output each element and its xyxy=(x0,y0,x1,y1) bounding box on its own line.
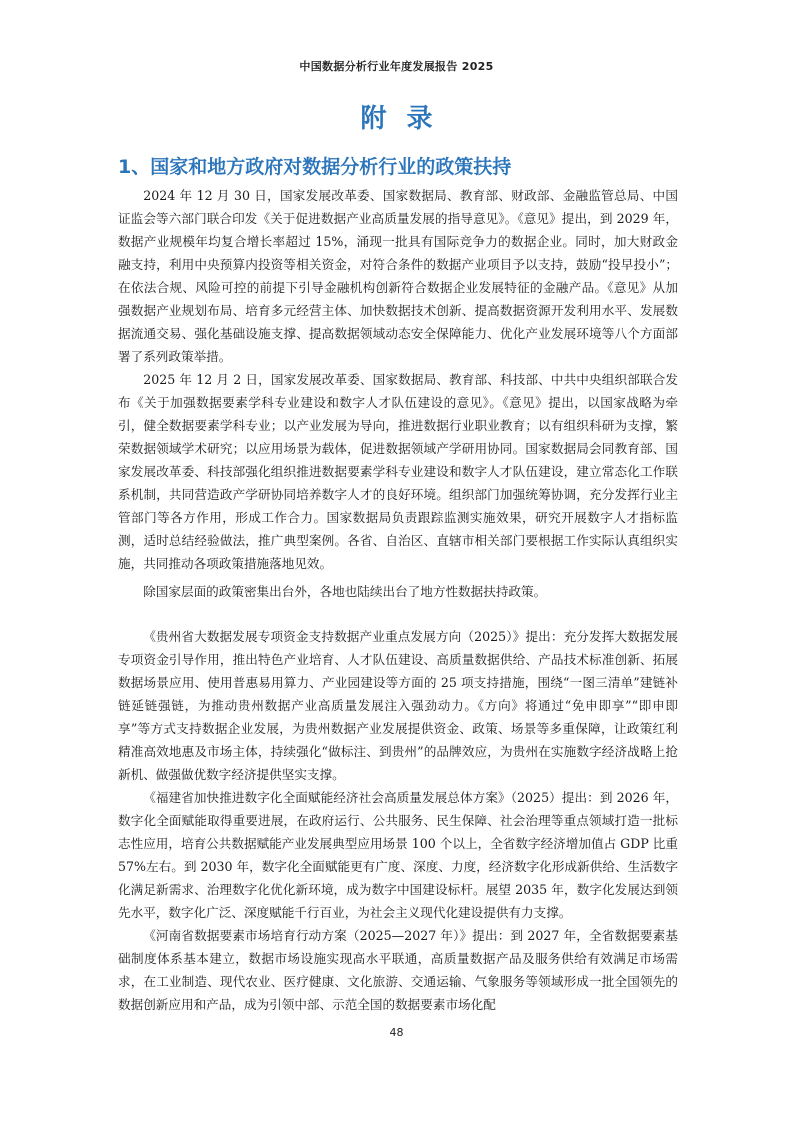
section-heading: 1、国家和地方政府对数据分析行业的政策扶持 xyxy=(118,156,512,178)
body-block-local xyxy=(118,625,678,1016)
paragraph-henan: 《河南省数据要素市场培育行动方案（2025—2027 年）》提出：到 2027 年，全省数据要素基础制度体系基本建立，数据市场设施实现高水平联通，高质量数据产品及服务供给有效满足市场需求，在工业制造、现代农业、医疗健康、文化旅游、交通运输、气象服务等领域形成一批全国领先的数据创新应用和产品，成为引领中部、示范全国的数据要素市场化配 xyxy=(118,928,678,1012)
appendix-title: 附录 xyxy=(360,104,453,134)
paragraph-local-intro: 除国家层面的政策密集出台外，各地也陆续出台了地方性数据扶持政策。 xyxy=(143,584,547,599)
paragraph-fujian: 《福建省加快推进数字化全面赋能经济社会高质量发展总体方案》（2025）提出：到 2026 年，数字化全面赋能取得重要进展，在政府运行、公共服务、民生保障、社会治理等重点领域打造一批标志性应用，培育公共数据赋能产业发展典型应用场景 100 个以上，全省数字经济增加值占 GDP 比重 57%左右。到 2030 年，数字化全面赋能更有广度、深度、力度，经济数字化形成新供给、生活数字化满足新需求、治理数字化优化新环境，成为数字中国建设标杆。展望 2035 年，数字化发展达到领先水平，数字化广泛、深度赋能千行百业，为社会主义现代化建设提供有力支撑。 xyxy=(118,790,678,920)
page-number: 48 xyxy=(389,1026,404,1039)
body-block-transition xyxy=(118,580,678,603)
paragraph-guizhou: 《贵州省大数据发展专项资金支持数据产业重点发展方向（2025）》提出：充分发挥大数据发展专项资金引导作用，推出特色产业培育、人才队伍建设、高质量数据供给、产品技术标准创新、拓展数据场景应用、使用普惠易用算力、产业园建设等方面的 25 项支持措施，围绕“一图三清单”建链补链延链强链，为推动贵州数据产业高质量发展注入强劲动力。《方向》将通过“免申即享”“即申即享”等方式支持数据企业发展，为贵州数据产业发展提供资金、政策、场景等多重保障，让政策红利精准高效地惠及市场主体，持续强化“做标注、到贵州”的品牌效应，为贵州在实施数字经济战略上抢新机、做强做优数字经济提供坚实支撑。 xyxy=(118,629,678,782)
running-header: 中国数据分析行业年度发展报告 2025 xyxy=(299,60,494,73)
paragraph-2024-guidance: 2024 年 12 月 30 日，国家发展改革委、国家数据局、教育部、财政部、金融监管总局、中国证监会等六部门联合印发《关于促进数据产业高质量发展的指导意见》。《意见》提出，到 2029 年，数据产业规模年均复合增长率超过 15%，涌现一批具有国际竞争力的数据企业。同时，加大财政金融支持，利用中央预算内投资等相关资金，对符合条件的数据产业项目予以支持，鼓励“投早投小”；在依法合规、风险可控的前提下引导金融机构创新符合数据企业发展特征的金融产品。《意见》从加强数据产业规划布局、培育多元经营主体、加快数据技术创新、提高数据资源开发利用水平、发展数据流通交易、强化基础设施支撑、提高数据领域动态安全保障能力、优化产业发展环境等八个方面部署了系列政策举措。 xyxy=(118,188,678,364)
body-block-national xyxy=(118,184,678,575)
paragraph-2025-talent: 2025 年 12 月 2 日，国家发展改革委、国家数据局、教育部、科技部、中共中央组织部联合发布《关于加强数据要素学科专业建设和数字人才队伍建设的意见》。《意见》提出，以国家战略为牵引，健全数据要素学科专业；以产业发展为导向，推进数据行业职业教育；以有组织科研为支撑，繁荣数据领域学术研究；以应用场景为载体，促进数据领域产学研用协同。国家数据局会同教育部、国家发展改革委、科技部强化组织推进数据要素学科专业建设和数字人才队伍建设，建立常态化工作联系机制，共同营造政产学研协同培养数字人才的良好环境。组织部门加强统筹协调，充分发挥行业主管部门等各方作用，形成工作合力。国家数据局负责跟踪监测实施效果，研究开展数字人才指标监测，适时总结经验做法，推广典型案例。各省、自治区、直辖市相关部门要根据工作实际认真组织实施，共同推动各项政策措施落地见效。 xyxy=(118,372,678,571)
